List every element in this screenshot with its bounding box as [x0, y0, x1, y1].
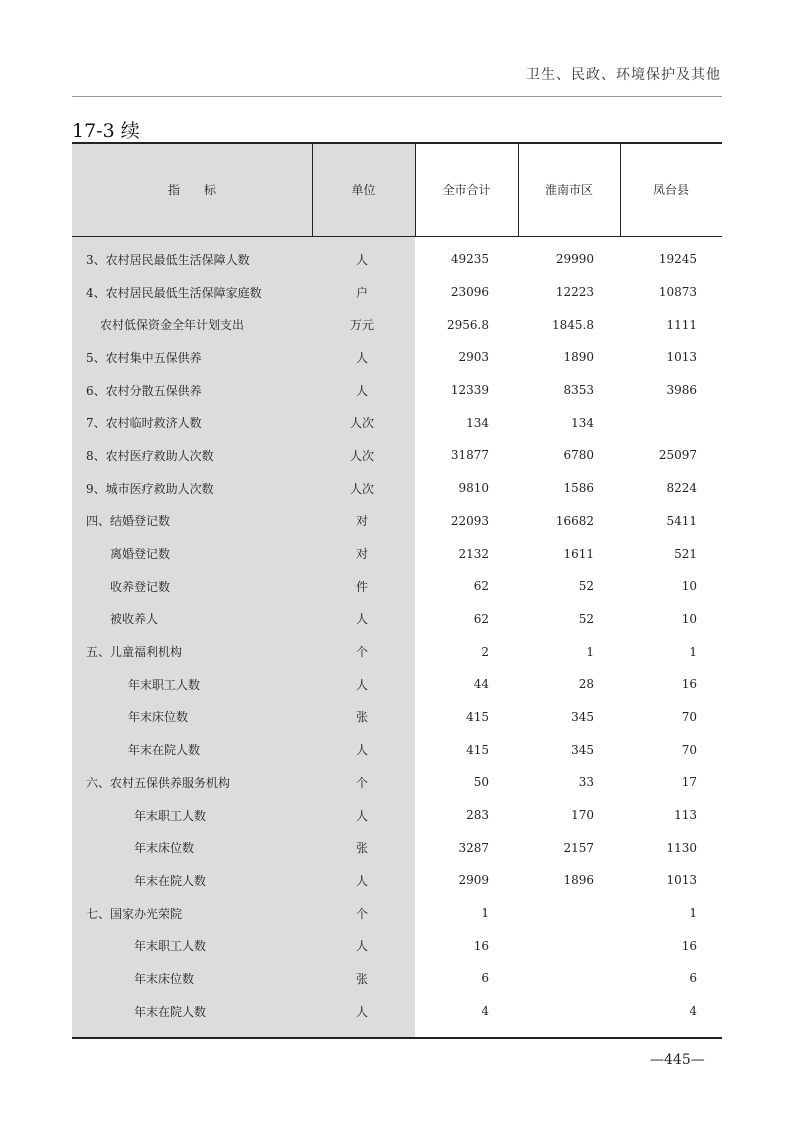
row-label: 被收养人	[110, 612, 159, 627]
row-unit: 人次	[349, 416, 374, 431]
value-total: 2903	[458, 350, 489, 365]
table-row	[72, 276, 722, 309]
table-header-rule	[72, 236, 722, 237]
table-id: 17-3 续	[72, 120, 140, 142]
value-district: 52	[578, 579, 594, 594]
value-county: 16	[681, 677, 697, 692]
table-row	[72, 243, 722, 276]
table-row	[72, 897, 722, 930]
value-county: 113	[674, 808, 697, 823]
value-county: 70	[681, 742, 697, 757]
row-unit: 万元	[349, 318, 374, 333]
value-district: 1586	[563, 481, 594, 496]
table-row	[72, 341, 722, 374]
table-row	[72, 995, 722, 1028]
page-number: —445—	[650, 1052, 705, 1068]
value-total: 22093	[450, 513, 489, 528]
value-total: 2132	[458, 546, 489, 561]
value-county: 10873	[658, 285, 697, 300]
row-unit: 对	[355, 547, 368, 562]
value-district: 1890	[563, 350, 594, 365]
value-county: 19245	[658, 252, 697, 267]
value-total: 62	[473, 611, 489, 626]
value-county: 70	[681, 709, 697, 724]
row-label: 5、农村集中五保供养	[86, 350, 202, 365]
row-label: 年末在院人数	[134, 873, 207, 888]
row-unit: 人	[355, 252, 368, 267]
row-unit: 人	[355, 612, 368, 627]
value-total: 9810	[458, 481, 489, 496]
column-header-unit: 单位	[351, 182, 376, 197]
row-unit: 人	[355, 383, 368, 398]
value-district: 6780	[563, 448, 594, 463]
value-district: 1845.8	[552, 317, 594, 332]
value-county: 1	[689, 644, 697, 659]
value-county: 1013	[666, 350, 697, 365]
running-head: 卫生、民政、环境保护及其他	[526, 67, 721, 83]
row-label: 8、农村医疗救助人次数	[86, 448, 214, 463]
value-district: 1896	[563, 873, 594, 888]
value-county: 1013	[666, 873, 697, 888]
table-row	[72, 864, 722, 897]
value-district: 345	[571, 709, 594, 724]
value-county: 8224	[666, 481, 697, 496]
row-label: 离婚登记数	[110, 547, 171, 562]
value-district	[518, 929, 594, 962]
value-total: 2	[481, 644, 489, 659]
table-row	[72, 308, 722, 341]
value-total: 4	[481, 1004, 489, 1019]
row-unit: 张	[355, 841, 368, 856]
table-row	[72, 537, 722, 570]
value-county	[620, 406, 697, 439]
table-row	[72, 831, 722, 864]
row-unit: 人	[355, 873, 368, 888]
value-county: 1111	[666, 317, 697, 332]
value-total: 50	[473, 775, 489, 790]
header-rule	[72, 96, 722, 97]
value-district: 29990	[555, 252, 594, 267]
value-district: 170	[571, 808, 594, 823]
value-total: 134	[466, 415, 489, 430]
row-unit: 张	[355, 710, 368, 725]
row-label: 3、农村居民最低生活保障人数	[86, 252, 250, 267]
value-total: 415	[466, 742, 489, 757]
value-district: 8353	[563, 383, 594, 398]
table-row	[72, 733, 722, 766]
value-district: 1	[586, 644, 594, 659]
row-unit: 人	[355, 677, 368, 692]
value-county: 25097	[658, 448, 697, 463]
row-label: 年末床位数	[134, 841, 195, 856]
row-unit: 户	[355, 285, 368, 300]
value-district: 2157	[563, 840, 594, 855]
value-total: 44	[473, 677, 489, 692]
value-county: 10	[681, 611, 697, 626]
row-label: 年末职工人数	[134, 939, 207, 954]
value-county: 521	[674, 546, 697, 561]
table-row	[72, 570, 722, 603]
value-total: 283	[466, 808, 489, 823]
row-unit: 个	[355, 775, 368, 790]
row-unit: 人	[355, 743, 368, 758]
value-county: 1130	[666, 840, 697, 855]
value-total: 31877	[450, 448, 489, 463]
value-total: 2956.8	[447, 317, 489, 332]
table-row	[72, 962, 722, 995]
table-body	[72, 243, 722, 1028]
value-county: 5411	[666, 513, 697, 528]
row-label: 年末在院人数	[134, 1004, 207, 1019]
value-county: 10	[681, 579, 697, 594]
row-label: 七、国家办光荣院	[86, 906, 183, 921]
row-label: 年末职工人数	[134, 808, 207, 823]
value-total: 2909	[458, 873, 489, 888]
value-district: 12223	[555, 285, 594, 300]
row-label: 4、农村居民最低生活保障家庭数	[86, 285, 262, 300]
column-header-county: 凤台县	[652, 182, 689, 197]
value-county: 16	[681, 938, 697, 953]
row-label: 年末在院人数	[128, 743, 201, 758]
row-label: 五、儿童福利机构	[86, 645, 183, 660]
value-county: 3986	[666, 383, 697, 398]
column-header-district: 淮南市区	[544, 182, 593, 197]
value-total: 1	[481, 906, 489, 921]
row-label: 六、农村五保供养服务机构	[86, 775, 231, 790]
value-district	[518, 962, 594, 995]
table-bottom-rule	[72, 1037, 722, 1039]
row-unit: 张	[355, 971, 368, 986]
row-unit: 个	[355, 906, 368, 921]
row-label: 年末职工人数	[128, 677, 201, 692]
table-row	[72, 406, 722, 439]
column-header-indicator: 指 标	[167, 182, 216, 197]
row-unit: 人	[355, 1004, 368, 1019]
row-label: 9、城市医疗救助人次数	[86, 481, 214, 496]
table-row	[72, 929, 722, 962]
table-row	[72, 505, 722, 538]
value-district: 345	[571, 742, 594, 757]
row-unit: 人次	[349, 481, 374, 496]
table-row	[72, 635, 722, 668]
row-label: 年末床位数	[128, 710, 189, 725]
value-district	[518, 995, 594, 1028]
value-total: 23096	[450, 285, 489, 300]
value-county: 17	[681, 775, 697, 790]
table-row	[72, 439, 722, 472]
value-district: 16682	[555, 513, 594, 528]
row-label: 农村低保资金全年计划支出	[100, 318, 245, 333]
row-unit: 人	[355, 808, 368, 823]
value-district	[518, 897, 594, 930]
value-district: 33	[578, 775, 594, 790]
row-label: 收养登记数	[110, 579, 171, 594]
row-unit: 人	[355, 939, 368, 954]
column-header-total: 全市合计	[442, 182, 491, 197]
data-table	[72, 142, 722, 1039]
table-row	[72, 766, 722, 799]
table-row	[72, 472, 722, 505]
value-total: 415	[466, 709, 489, 724]
value-district: 134	[571, 415, 594, 430]
row-unit: 件	[355, 579, 368, 594]
row-unit: 人次	[349, 448, 374, 463]
row-label: 6、农村分散五保供养	[86, 383, 202, 398]
value-total: 62	[473, 579, 489, 594]
row-label: 年末床位数	[134, 971, 195, 986]
value-total: 12339	[450, 383, 489, 398]
value-county: 4	[689, 1004, 697, 1019]
row-unit: 对	[355, 514, 368, 529]
table-row	[72, 799, 722, 832]
value-district: 28	[578, 677, 594, 692]
row-label: 四、结婚登记数	[86, 514, 171, 529]
table-row	[72, 668, 722, 701]
value-county: 6	[689, 971, 697, 986]
value-total: 16	[473, 938, 489, 953]
table-row	[72, 701, 722, 734]
row-label: 7、农村临时救济人数	[86, 416, 202, 431]
row-unit: 个	[355, 645, 368, 660]
value-total: 49235	[450, 252, 489, 267]
value-total: 6	[481, 971, 489, 986]
value-district: 1611	[563, 546, 594, 561]
value-total: 3287	[458, 840, 489, 855]
row-unit: 人	[355, 350, 368, 365]
table-row	[72, 374, 722, 407]
value-district: 52	[578, 611, 594, 626]
value-county: 1	[689, 906, 697, 921]
table-row	[72, 603, 722, 636]
